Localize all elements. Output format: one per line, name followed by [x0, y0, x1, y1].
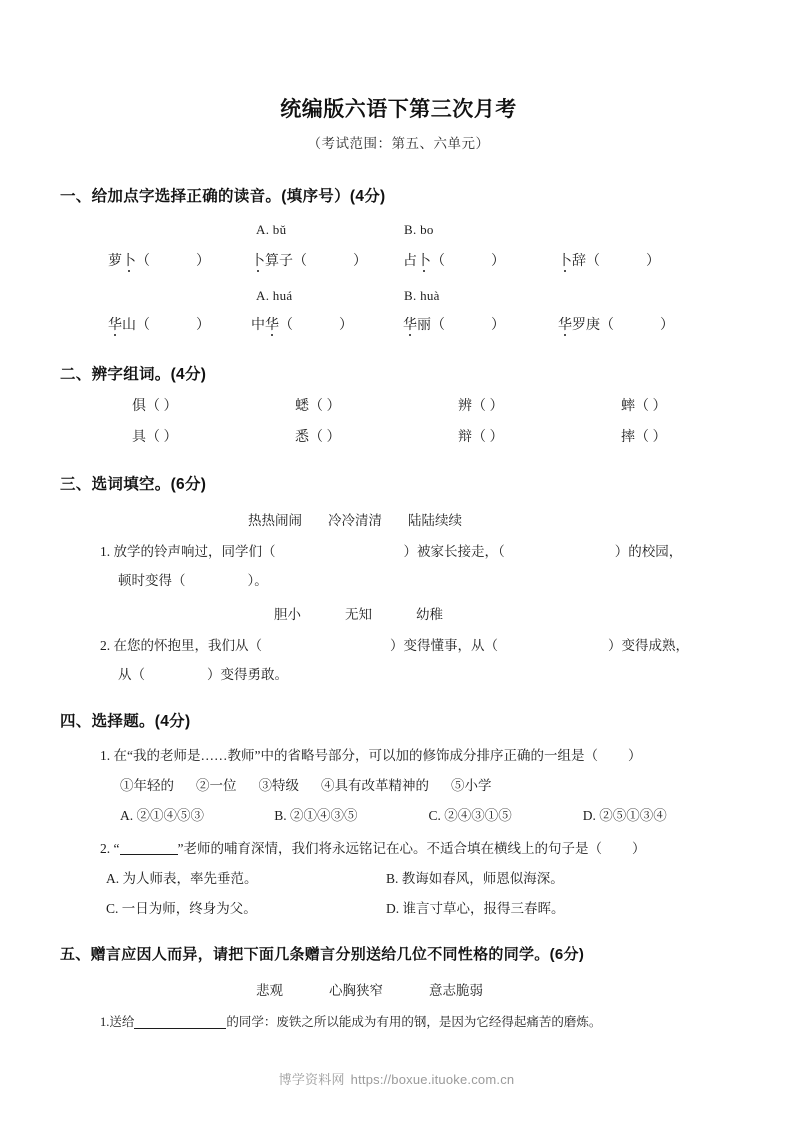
pair-char: 辨 — [458, 399, 472, 415]
answer-paren-open[interactable]: （ — [279, 318, 293, 334]
dotted-word-item — [251, 314, 403, 334]
pinyin-option-b: B. bo — [404, 222, 434, 238]
choice-option-c[interactable]: C. 一日为师，终身为父。 — [106, 901, 257, 917]
section-5-question-1 — [60, 1012, 737, 1030]
choice-option-d[interactable]: D. ②⑤①③④ — [582, 808, 667, 824]
fill-blank[interactable] — [134, 1014, 226, 1029]
page-title: 统编版六语下第三次月考 — [280, 98, 517, 121]
dotted-char: 卜 — [417, 250, 431, 270]
question-text: 顿时变得（ — [118, 573, 186, 589]
site-url: https://boxue.ituoke.com.cn — [350, 1072, 515, 1087]
pair-answer-paren[interactable]: （ ） — [635, 430, 667, 446]
wordbank-word: 冷冷清清 — [328, 513, 382, 529]
section-2-row-1 — [60, 395, 737, 415]
dotted-char: 卜 — [558, 250, 572, 270]
personality-word: 心胸狭窄 — [329, 983, 383, 999]
char-pair-item — [132, 426, 295, 446]
section-1-group-2-items — [60, 314, 737, 334]
question-text: 1. 放学的铃声响过，同学们（ — [100, 544, 276, 560]
modifier-item: ④具有改革精神的 — [321, 778, 429, 794]
dotted-char: 卜 — [122, 250, 136, 270]
section-2-heading: 二、辨字组词。(4分) — [60, 366, 207, 384]
answer-paren-close: ） — [491, 254, 505, 270]
dotted-word-item — [403, 314, 558, 334]
dotted-char: 卜 — [251, 250, 265, 270]
dotted-word-item — [108, 250, 251, 270]
word-suffix: 辞 — [572, 254, 586, 270]
paren-close: ） — [632, 841, 646, 857]
wordbank-word: 热热闹闹 — [248, 513, 302, 529]
section-4-question-2-options-row-1 — [60, 867, 737, 887]
pinyin-option-b: B. huà — [404, 288, 440, 304]
wordbank-word: 幼稚 — [416, 607, 443, 623]
word-suffix: 罗庚 — [572, 318, 600, 334]
section-3-question-2-line-1 — [60, 634, 737, 654]
section-1-heading: 一、给加点字选择正确的读音。(填序号）(4分) — [60, 188, 386, 206]
pair-answer-paren[interactable]: （ ） — [472, 399, 504, 415]
modifier-item: ③特级 — [258, 778, 299, 794]
section-1-group-1-options — [60, 222, 737, 238]
dotted-word-item — [251, 250, 403, 270]
answer-paren-open[interactable]: （ — [293, 254, 307, 270]
pinyin-option-a: A. huá — [256, 288, 293, 304]
pair-answer-paren[interactable]: （ ） — [309, 399, 341, 415]
char-pair-item — [132, 395, 295, 415]
dotted-char: 华 — [403, 314, 417, 334]
char-pair-item — [621, 426, 667, 446]
pair-answer-paren[interactable]: （ ） — [309, 430, 341, 446]
choice-option-d[interactable]: D. 谁言寸草心，报得三春晖。 — [386, 901, 565, 917]
answer-paren-open[interactable]: （ — [136, 318, 150, 334]
site-name: 博学资料网 — [278, 1072, 345, 1087]
question-text: 从（ — [118, 667, 145, 683]
section-4-question-1-text — [60, 744, 737, 764]
answer-paren-open[interactable]: （ — [136, 254, 150, 270]
char-pair-item — [295, 395, 458, 415]
section-3-question-2-line-2 — [60, 663, 737, 683]
question-text: ）变得懂事，从（ — [390, 638, 498, 654]
section-4-question-1-items — [60, 774, 737, 794]
answer-paren-close: ） — [196, 318, 210, 334]
question-text: ）被家长接走，（ — [403, 544, 505, 560]
question-text: ”老师的哺育深情，我们将永远铭记在心。不适合填在横线上的句子是（ — [177, 841, 602, 857]
question-text: ）。 — [247, 573, 268, 589]
word-suffix: 山 — [122, 318, 136, 334]
modifier-item: ⑤小学 — [451, 778, 492, 794]
pair-char: 辩 — [458, 430, 472, 446]
question-text: ）变得勇敢。 — [207, 667, 288, 683]
char-pair-item — [458, 395, 621, 415]
pair-char: 摔 — [621, 430, 635, 446]
quote-blank[interactable] — [120, 841, 178, 855]
pair-answer-paren[interactable]: （ ） — [146, 430, 178, 446]
word-suffix: 丽 — [417, 318, 431, 334]
choice-option-b[interactable]: B. 教诲如春风，师恩似海深。 — [386, 871, 564, 887]
section-5-heading: 五、赠言应因人而异，请把下面几条赠言分别送给几位不同性格的同学。(6分) — [60, 946, 585, 964]
char-pair-item — [621, 395, 667, 415]
pair-char: 蟀 — [621, 399, 635, 415]
answer-paren-close: ） — [660, 318, 674, 334]
section-3-wordbank-1 — [60, 509, 737, 529]
paren-close: ） — [627, 748, 642, 764]
dotted-word-item — [108, 314, 251, 334]
dotted-word-item — [403, 250, 558, 270]
pinyin-option-a: A. bǔ — [256, 222, 287, 238]
section-4-heading: 四、选择题。(4分) — [60, 713, 191, 731]
question-text: 2. 在您的怀抱里，我们从（ — [100, 638, 262, 654]
answer-paren-open[interactable]: （ — [431, 318, 445, 334]
personality-word: 悲观 — [256, 983, 283, 999]
pair-answer-paren[interactable]: （ ） — [472, 430, 504, 446]
section-4-question-2-options-row-2 — [60, 897, 737, 917]
pair-char: 悉 — [295, 430, 309, 446]
dotted-word-item — [558, 314, 674, 334]
page-subtitle: （考试范围：第五、六单元） — [307, 136, 490, 152]
answer-paren-close: ） — [491, 318, 505, 334]
word-prefix: 占 — [403, 254, 417, 270]
answer-paren-close: ） — [339, 318, 353, 334]
pair-char: 蟋 — [295, 399, 309, 415]
wordbank-word: 陆陆续续 — [408, 513, 462, 529]
question-text: ）的校园， — [614, 544, 683, 560]
question-text: 的同学：废铁之所以能成为有用的钢，是因为它经得起痛苦的磨炼。 — [226, 1015, 602, 1030]
choice-option-a[interactable]: A. 为人师表，率先垂范。 — [106, 871, 258, 887]
footer-watermark — [0, 1069, 793, 1088]
dotted-char: 华 — [265, 314, 279, 334]
section-3-heading: 三、选词填空。(6分) — [60, 476, 207, 494]
dotted-char: 华 — [558, 314, 572, 334]
modifier-item: ②一位 — [196, 778, 237, 794]
pair-char: 俱 — [132, 399, 146, 415]
choice-option-b[interactable]: B. ②①④③⑤ — [274, 808, 358, 824]
section-1-group-1-items — [60, 250, 737, 270]
choice-option-a[interactable]: A. ②①④⑤③ — [120, 808, 204, 824]
answer-paren-close: ） — [646, 254, 660, 270]
question-text: 2. “ — [100, 841, 120, 857]
section-4-question-1-options — [60, 804, 737, 824]
answer-paren-close: ） — [196, 254, 210, 270]
word-prefix: 中 — [251, 318, 265, 334]
char-pair-item — [458, 426, 621, 446]
choice-option-c[interactable]: C. ②④③①⑤ — [428, 808, 512, 824]
char-pair-item — [295, 426, 458, 446]
section-3-question-1-line-2 — [60, 569, 737, 589]
title-block — [60, 96, 737, 152]
question-text: ）变得成熟， — [608, 638, 689, 654]
section-3-wordbank-2 — [60, 603, 737, 623]
dotted-word-item — [558, 250, 660, 270]
answer-paren-open[interactable]: （ — [431, 254, 445, 270]
wordbank-word: 胆小 — [274, 607, 301, 623]
personality-word: 意志脆弱 — [429, 983, 483, 999]
answer-paren-open[interactable]: （ — [600, 318, 614, 334]
section-2-row-2 — [60, 426, 737, 446]
pair-answer-paren[interactable]: （ ） — [635, 399, 667, 415]
word-prefix: 萝 — [108, 254, 122, 270]
section-1-group-2-options — [60, 288, 737, 304]
modifier-item: ①年轻的 — [120, 778, 174, 794]
word-suffix: 算子 — [265, 254, 293, 270]
section-3-question-1-line-1 — [60, 540, 737, 560]
pair-char: 具 — [132, 430, 146, 446]
question-text: 1.送给 — [100, 1015, 135, 1030]
section-4-question-2-text — [60, 837, 737, 857]
answer-paren-close: ） — [353, 254, 367, 270]
question-text: 1. 在“我的老师是……教师”中的省略号部分，可以加的修饰成分排序正确的一组是（ — [100, 748, 598, 764]
section-5-wordbank — [60, 979, 737, 999]
answer-paren-open[interactable]: （ — [586, 254, 600, 270]
wordbank-word: 无知 — [345, 607, 372, 623]
dotted-char: 华 — [108, 314, 122, 334]
pair-answer-paren[interactable]: （ ） — [146, 399, 178, 415]
